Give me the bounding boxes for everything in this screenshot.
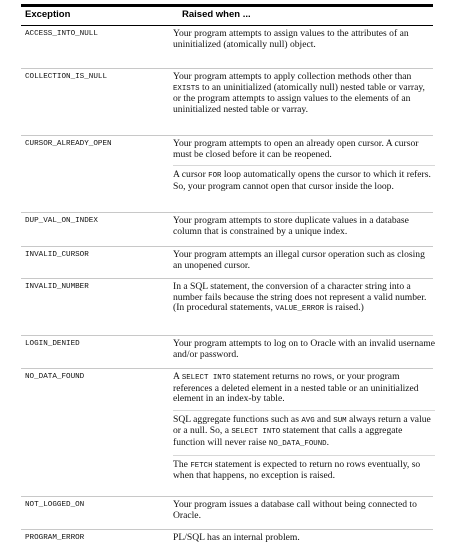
exception-name: ACCESS_INTO_NULL	[25, 30, 98, 38]
description-paragraph: Your program attempts an illegal cursor operation such as closing an unopened cursor.	[173, 249, 425, 271]
description-paragraph: Your program issues a database call without being connected to Oracle.	[173, 499, 417, 521]
description-cell	[173, 339, 435, 365]
description-cell	[173, 282, 435, 320]
description-cell	[173, 139, 435, 197]
description-paragraph: A cursor FOR loop automatically opens the cursor to which it refers. So, your program cannot open that cursor inside the loop.	[173, 165, 435, 192]
description-paragraph: SQL aggregate functions such as AVG and SUM always return a value or a null. So, a SELECT INTO statement that calls a aggregate function will never raise NO_DATA_FOUND.	[173, 410, 435, 450]
exception-name: DUP_VAL_ON_INDEX	[25, 217, 98, 225]
description-paragraph: A SELECT INTO statement returns no rows, or your program references a deleted element in a nested table or an uninitialized element in an index-by table.	[173, 371, 419, 405]
exception-name: NOT_LOGGED_ON	[25, 501, 85, 509]
table-row	[21, 530, 433, 550]
table-row	[21, 26, 433, 69]
table-row	[21, 279, 433, 336]
exception-name: NO_DATA_FOUND	[25, 373, 85, 381]
description-cell	[173, 72, 435, 120]
exception-name: COLLECTION_IS_NULL	[25, 73, 108, 81]
description-paragraph: Your program attempts to store duplicate values in a database column that is constrained by a unique index.	[173, 215, 409, 237]
table-row	[21, 213, 433, 247]
description-paragraph: Your program attempts to apply collection methods other than EXISTS to an uninitialized (atomically null) nested table or varray, or the program attempts to assign values to the elements of an uninitialized nested table or varray.	[173, 71, 425, 115]
description-paragraph: PL/SQL has an internal problem.	[173, 532, 300, 543]
table-row	[21, 369, 433, 497]
exception-name: INVALID_NUMBER	[25, 283, 89, 291]
exception-table	[21, 4, 436, 550]
exception-name: PROGRAM_ERROR	[25, 534, 85, 542]
raised-when-column-header: Raised when ...	[182, 9, 251, 20]
table-row	[21, 136, 433, 213]
exception-name: LOGIN_DENIED	[25, 340, 80, 348]
description-cell	[173, 500, 435, 526]
description-cell	[173, 216, 435, 242]
exception-name: INVALID_CURSOR	[25, 251, 89, 259]
description-cell	[173, 250, 435, 276]
exception-column-header: Exception	[25, 9, 71, 20]
description-paragraph: The FETCH statement is expected to return no rows eventually, so when that happens, no exception is raised.	[173, 455, 435, 482]
table-row	[21, 247, 433, 279]
description-paragraph: Your program attempts to open an already open cursor. A cursor must be closed before it can be reopened.	[173, 138, 419, 160]
table-row	[21, 336, 436, 369]
exception-name: CURSOR_ALREADY_OPEN	[25, 140, 112, 148]
description-cell	[173, 533, 435, 549]
table-row	[21, 69, 433, 136]
description-cell	[173, 29, 435, 55]
table-header	[21, 4, 433, 25]
description-paragraph: In a SQL statement, the conversion of a character string into a number fails because the string does not represent a valid number. (In procedural statements, VALUE_ERROR is raised.)	[173, 281, 427, 314]
description-cell	[173, 372, 435, 487]
table-row	[21, 497, 433, 530]
description-paragraph: Your program attempts to assign values to the attributes of an uninitialized (atomically null) object.	[173, 28, 409, 50]
description-paragraph: Your program attempts to log on to Oracle with an invalid username and/or password.	[173, 338, 436, 360]
